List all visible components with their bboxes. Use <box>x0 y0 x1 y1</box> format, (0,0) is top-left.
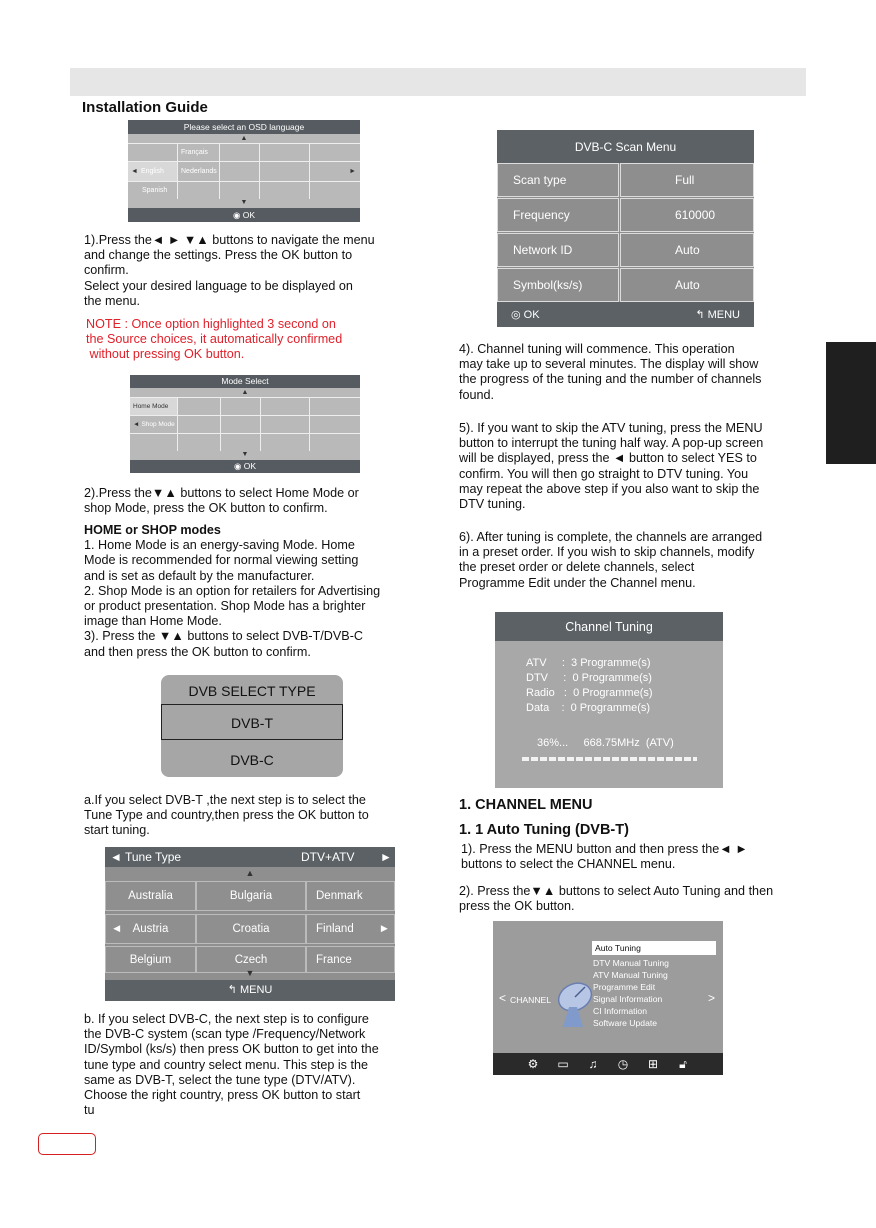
channel-menu-screen <box>493 921 723 1075</box>
return-icon: ↰ <box>695 309 705 321</box>
dvb-c-option[interactable]: DVB-C <box>230 752 274 768</box>
top-band <box>70 68 806 96</box>
channel-tuning-header: Channel Tuning <box>495 612 723 641</box>
up-arrow-icon: ▲ <box>240 135 248 142</box>
menu-item[interactable]: Signal Information <box>593 994 663 1004</box>
clock-icon[interactable]: ◷ <box>617 1057 629 1071</box>
country-option[interactable]: France <box>306 946 395 973</box>
language-option[interactable]: Nederlands <box>178 161 220 181</box>
dvb-select-title: DVB SELECT TYPE <box>188 683 316 699</box>
menu-item[interactable]: DTV Manual Tuning <box>593 958 669 968</box>
lock-icon[interactable]: 🔓︎ <box>679 1057 687 1071</box>
tuning-line: ATV : 3 Programme(s) <box>526 657 651 669</box>
symbol-value[interactable]: Auto <box>620 268 754 302</box>
tv-icon[interactable]: ▭ <box>557 1057 569 1071</box>
channel-tuning-screen <box>495 612 723 788</box>
grid-icon[interactable]: ⊞ <box>647 1057 659 1071</box>
scan-menu-header: DVB-C Scan Menu <box>497 130 754 163</box>
menu-item-auto-tuning[interactable]: Auto Tuning <box>592 941 716 955</box>
return-icon: ↰ <box>227 984 237 996</box>
country-option[interactable]: Bulgaria <box>196 881 306 911</box>
section1-text: 1). Press the MENU button and then press the◄ ► buttons to select the CHANNEL menu. <box>461 842 748 872</box>
osd-header: Please select an OSD language <box>128 120 360 134</box>
page-title: Installation Guide <box>82 99 208 116</box>
mode-option-shop[interactable]: ◄ Shop Mode <box>130 415 178 433</box>
network-id-value[interactable]: Auto <box>620 233 754 267</box>
frequency-label: Frequency <box>497 198 619 232</box>
step5-text: 5). If you want to skip the ATV tuning, press the MENU button to interrupt the tuning half way. A pop-up screen will be displayed, press the ◄ button to select YES to confirm. You will then go straight to DTV tuning. You may repeat the above step if you also want to skip the DTV tuning. <box>459 421 764 512</box>
step-b-text: b. If you select DVB-C, the next step is to configure the DVB-C system (scan type /Frequency/Network ID/Symbol (ks/s) then press OK button to get into the tune type and country select menu. This step is the same as DVB-T, select the tune type (DTV/ATV). Choose the right country, press OK button to start tu <box>84 1012 379 1118</box>
country-option[interactable]: Australia <box>105 881 196 911</box>
menu-item[interactable]: Software Update <box>593 1018 658 1028</box>
osd-language-screen: Please select an OSD language ▲ Français ◄ English Nederlands ► Spanish ▼ ◉ OK <box>128 120 360 222</box>
country-option[interactable]: ◄ Austria <box>105 914 196 944</box>
tuning-line: DTV : 0 Programme(s) <box>526 672 652 684</box>
frequency-value[interactable]: 610000 <box>620 198 754 232</box>
tuning-line: Radio : 0 Programme(s) <box>526 687 653 699</box>
dvbc-scan-menu <box>497 130 754 327</box>
country-option[interactable]: Croatia <box>196 914 306 944</box>
menu-item[interactable]: ATV Manual Tuning <box>593 970 668 980</box>
side-tab <box>826 342 876 464</box>
mode-option-home[interactable]: Home Mode <box>130 397 178 415</box>
gear-icon[interactable]: ⚙ <box>527 1057 539 1071</box>
tune-type-screen <box>105 847 395 1001</box>
up-arrow-icon: ▲ <box>245 868 255 878</box>
language-option[interactable]: Spanish <box>128 181 178 199</box>
scan-menu-footer: ◎ OK ↰ MENU <box>497 302 754 327</box>
tuning-progress-bar <box>522 757 697 761</box>
scan-type-label: Scan type <box>497 163 619 197</box>
dvb-t-option[interactable]: DVB-T <box>161 704 343 740</box>
menu-icon-bar <box>493 1053 723 1075</box>
network-id-label: Network ID <box>497 233 619 267</box>
section-subtitle: 1. 1 Auto Tuning (DVB-T) <box>459 822 629 838</box>
country-option[interactable]: Czech <box>196 946 306 973</box>
dvb-select-screen <box>161 675 343 777</box>
menu-item[interactable]: CI Information <box>593 1006 647 1016</box>
symbol-label: Symbol(ks/s) <box>497 268 619 302</box>
satellite-dish-icon <box>549 977 599 1031</box>
modes-text: HOME or SHOP modes 1. Home Mode is an energy-saving Mode. Home Mode is recommended for normal viewing setting and is set as default by the manufacturer. 2. Shop Mode is an option for retailers for Advertising or product presentation. Shop Mode has a brighter image than Home Mode. 3). Press the ▼▲ buttons to select DVB-T/DVB-C and then press the OK button to confirm. <box>84 523 381 659</box>
mode-header: Mode Select <box>130 375 360 388</box>
mode-select-screen <box>130 375 360 473</box>
tune-type-footer: ↰ MENU <box>105 980 395 1001</box>
down-arrow-icon: ▼ <box>241 451 249 458</box>
osd-footer: ◉ OK <box>128 208 360 222</box>
country-option[interactable]: Denmark <box>306 881 395 911</box>
language-option-selected[interactable]: ◄ English <box>128 161 178 181</box>
menu-right-arrow-icon[interactable]: > <box>708 991 716 1005</box>
down-arrow-icon: ▼ <box>245 968 255 978</box>
country-option[interactable]: Belgium <box>105 946 196 973</box>
menu-left-arrow-icon[interactable]: < <box>499 991 507 1005</box>
step2-text: 2).Press the▼▲ buttons to select Home Mode or shop Mode, press the OK button to confirm. <box>84 486 359 516</box>
country-option[interactable]: Finland ► <box>306 914 395 944</box>
music-icon[interactable]: ♫ <box>588 1057 598 1071</box>
tuning-line: Data : 0 Programme(s) <box>526 702 651 714</box>
language-option[interactable]: Français <box>178 143 220 161</box>
step-a-text: a.If you select DVB-T ,the next step is to select the Tune Type and country,then press the OK button to start tuning. <box>84 793 369 838</box>
tuning-progress-text: 36%... 668.75MHz (ATV) <box>537 737 674 749</box>
menu-item[interactable]: Programme Edit <box>593 982 656 992</box>
scan-type-value[interactable]: Full <box>620 163 754 197</box>
ok-icon: ◎ <box>511 309 521 321</box>
section-title: 1. CHANNEL MENU <box>459 797 593 813</box>
up-arrow-icon: ▲ <box>241 389 249 396</box>
step1-text: 1).Press the◄ ► ▼▲ buttons to navigate the menu and change the settings. Press the OK button to confirm. Select your desired language to be displayed on the menu. <box>84 233 375 308</box>
menu-category-label: CHANNEL <box>510 995 552 1005</box>
step6-text: 6). After tuning is complete, the channels are arranged in a preset order. If you wish to skip channels, modify the preset order or delete channels, select Programme Edit under the Channel menu. <box>459 530 763 590</box>
section1-text-2: 2). Press the▼▲ buttons to select Auto Tuning and then press the OK button. <box>459 884 774 914</box>
note-text: NOTE : Once option highlighted 3 second on the Source choices, it automatically confirmed without pressing OK button. <box>86 317 343 362</box>
page-number-box <box>38 1133 96 1155</box>
down-arrow-icon: ▼ <box>240 199 248 206</box>
tune-type-header: ◄ Tune Type DTV+ATV ► <box>105 847 395 867</box>
mode-footer: ◉ OK <box>130 460 360 473</box>
step4-text: 4). Channel tuning will commence. This operation may take up to several minutes. The display will show the progress of the tuning and the number of channels found. <box>459 342 762 402</box>
